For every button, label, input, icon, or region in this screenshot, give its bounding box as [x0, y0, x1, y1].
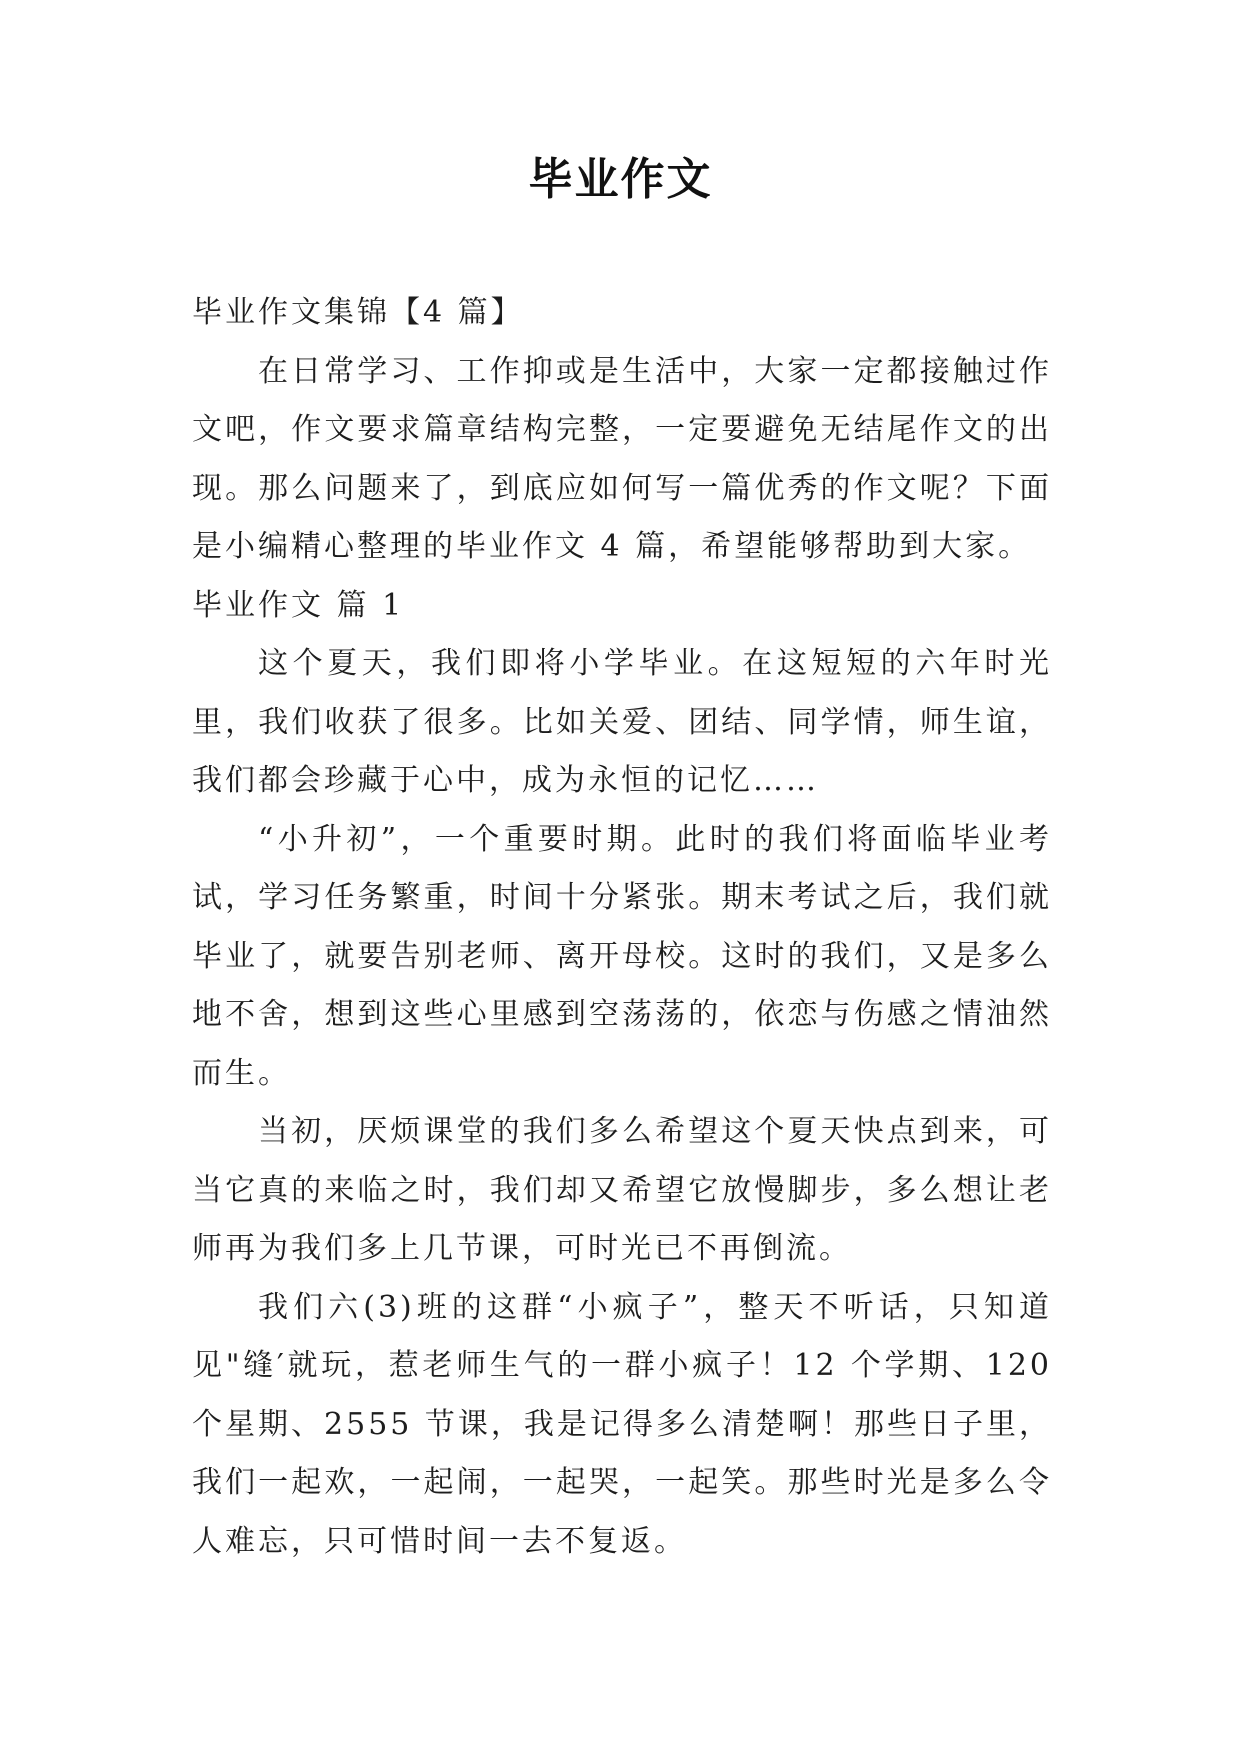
essay-1-paragraph-3: 当初，厌烦课堂的我们多么希望这个夏天快点到来，可当它真的来临之时，我们却又希望它放慢脚步，多么想让老师再为我们多上几节课，可时光已不再倒流。 — [192, 1114, 1052, 1266]
essay-1-paragraph-4: 我们六(3)班的这群“小疯子”，整天不听话，只知道见"缝′就玩，惹老师生气的一群小疯子！12 个学期、120 个星期、2555 节课，我是记得多么清楚啊！那些日子里，我们一起欢，一起闹，一起哭，一起笑。那些时光是多么令人难忘，只可惜时间一去不复返。 — [192, 1289, 1052, 1559]
essay-1-paragraph-2: “小升初”，一个重要时期。此时的我们将面临毕业考试，学习任务繁重，时间十分紧张。期末考试之后，我们就毕业了，就要告别老师、离开母校。这时的我们，又是多么地不舍，想到这些心里感到空荡荡的，依恋与伤感之情油然而生。 — [192, 821, 1052, 1091]
document-body — [192, 284, 1052, 1571]
document-title: 毕业作文 — [528, 154, 713, 205]
essay-1-paragraph-1: 这个夏天，我们即将小学毕业。在这短短的六年时光里，我们收获了很多。比如关爱、团结、同学情，师生谊，我们都会珍藏于心中，成为永恒的记忆…… — [192, 646, 1052, 798]
collection-heading: 毕业作文集锦【4 篇】 — [192, 295, 524, 330]
intro-paragraph: 在日常学习、工作抑或是生活中，大家一定都接触过作文吧，作文要求篇章结构完整，一定要避免无结尾作文的出现。那么问题来了，到底应如何写一篇优秀的作文呢？下面是小编精心整理的毕业作文 4 篇，希望能够帮助到大家。 — [192, 353, 1052, 564]
essay-1-heading: 毕业作文 篇 1 — [192, 587, 405, 623]
